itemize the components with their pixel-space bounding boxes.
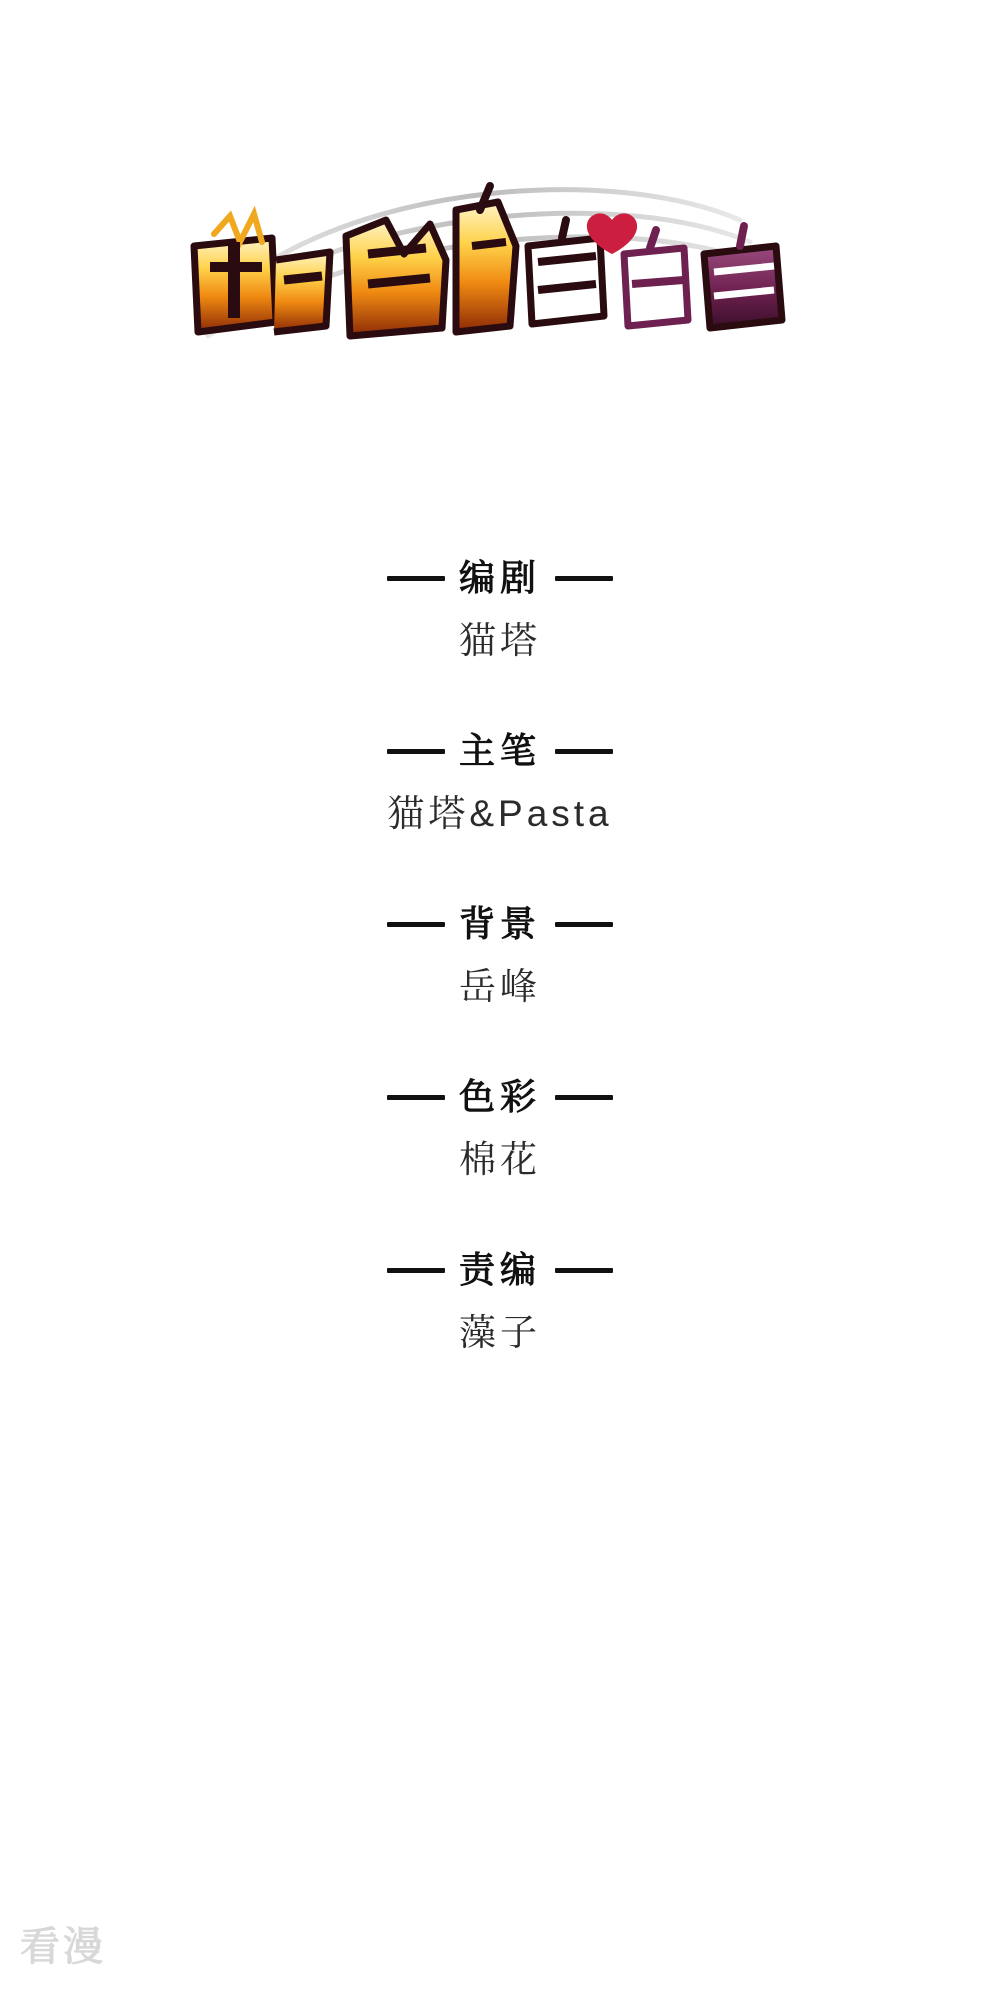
dash-right-icon <box>555 576 613 581</box>
dash-left-icon <box>387 749 445 754</box>
credit-role-label: 编剧 <box>458 557 541 598</box>
credit-name: 岳峰 <box>459 966 541 1007</box>
dash-left-icon <box>387 576 445 581</box>
credit-role-label: 背景 <box>458 903 541 944</box>
credit-role-row <box>387 557 613 598</box>
title-logo-area <box>0 150 1000 440</box>
logo-char-yu <box>346 186 516 336</box>
credit-role-row <box>387 730 613 771</box>
dash-left-icon <box>387 1268 445 1273</box>
credit-role-label: 责编 <box>458 1249 541 1290</box>
dash-right-icon <box>555 749 613 754</box>
credit-item <box>0 903 1000 1007</box>
credit-role-row <box>387 1249 613 1290</box>
credit-item <box>0 1076 1000 1180</box>
credit-name: 猫塔&Pasta <box>387 793 613 834</box>
credit-role-row <box>387 1076 613 1117</box>
dash-right-icon <box>555 1268 613 1273</box>
credit-item <box>0 557 1000 661</box>
credit-name: 猫塔 <box>459 620 541 661</box>
watermark-label: 看漫 <box>20 1925 106 1969</box>
series-title-logo <box>180 150 820 400</box>
dash-right-icon <box>555 922 613 927</box>
credit-name: 藻子 <box>459 1312 541 1353</box>
logo-char-di <box>194 214 330 332</box>
dash-left-icon <box>387 1095 445 1100</box>
credit-item <box>0 730 1000 834</box>
credit-role-label: 主笔 <box>458 730 541 771</box>
credit-item <box>0 1249 1000 1353</box>
credit-role-row <box>387 903 613 944</box>
credit-role-label: 色彩 <box>458 1076 541 1117</box>
dash-right-icon <box>555 1095 613 1100</box>
credits-list <box>0 557 1000 1353</box>
credit-name: 棉花 <box>459 1139 541 1180</box>
logo-char-shi <box>704 226 782 328</box>
dash-left-icon <box>387 922 445 927</box>
